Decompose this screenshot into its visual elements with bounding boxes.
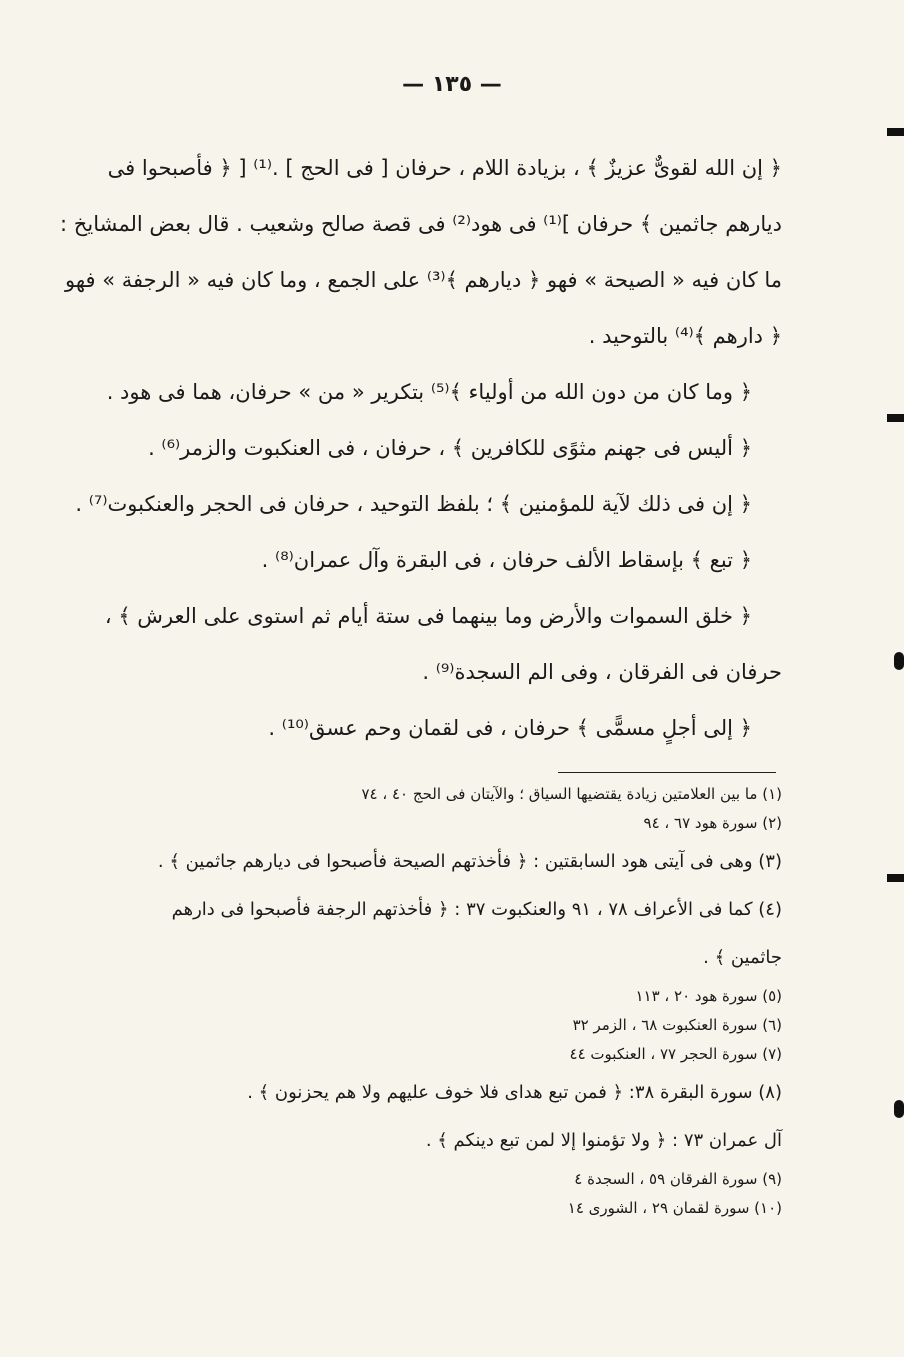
footnote: (٨) سورة البقرة ٣٨: ﴿ فمن تبع هداى فلا خوف عليهم ولا هم يحزنون ﴾ .	[247, 1082, 782, 1103]
scan-edge-mark	[894, 652, 904, 670]
footnote: (٦) سورة العنكبوت ٦٨ ، الزمر ٣٢	[572, 1016, 782, 1034]
footnote: (٤) كما فى الأعراف ٧٨ ، ٩١ والعنكبوت ٣٧ : ﴿ فأخذتهم الرجفة فأصبحوا فى دارهم	[171, 899, 782, 920]
body-line: ﴿ خلق السموات والأرض وما بينهما فى ستة أيام ثم استوى على العرش ﴾ ،	[104, 604, 752, 628]
footnote-divider	[558, 772, 776, 773]
page-number: — ١٣٥ —	[402, 72, 502, 97]
body-line: ﴿ تبع ﴾ بإسقاط الألف حرفان ، فى البقرة وآل عمران⁽⁸⁾ .	[261, 548, 752, 572]
footnote: (٣) وهى فى آيتى هود السابقتين : ﴿ فأخذتهم الصيحة فأصبحوا فى ديارهم جاثمين ﴾ .	[157, 851, 782, 872]
scan-edge-mark	[887, 414, 904, 422]
scan-edge-mark	[887, 874, 904, 882]
body-line: ﴿ دارهم ﴾⁽⁴⁾ بالتوحيد .	[588, 324, 782, 348]
footnote: (٢) سورة هود ٦٧ ، ٩٤	[643, 814, 782, 832]
footnotes	[28, 780, 782, 1223]
body-line: ﴿ إن الله لقوىٌّ عزيزٌ ﴾ ، بزيادة اللام ، حرفان [ فى الحج ] .⁽¹⁾ [ ﴿ فأصبحوا فى	[107, 156, 782, 180]
body-line: ﴿ وما كان من دون الله من أولياء ﴾⁽⁵⁾ بتكرير « من » حرفان، هما فى هود .	[106, 380, 752, 404]
footnote: (٧) سورة الحجر ٧٧ ، العنكبوت ٤٤	[569, 1045, 782, 1063]
body-line: ما كان فيه « الصيحة » فهو ﴿ ديارهم ﴾⁽³⁾ على الجمع ، وما كان فيه « الرجفة » فهو	[65, 268, 782, 292]
scan-edge-mark	[894, 1100, 904, 1118]
footnote: (٩) سورة الفرقان ٥٩ ، السجدة ٤	[574, 1170, 782, 1188]
footnote-continuation: جاثمين ﴾ .	[703, 947, 782, 968]
body-line: ديارهم جاثمين ﴾ حرفان ]⁽¹⁾ فى هود⁽²⁾ فى قصة صالح وشعيب . قال بعض المشايخ :	[60, 212, 782, 236]
footnote: (١٠) سورة لقمان ٢٩ ، الشورى ١٤	[567, 1199, 782, 1217]
body-line: ﴿ أليس فى جهنم مثوًى للكافرين ﴾ ، حرفان ، فى العنكبوت والزمر⁽⁶⁾ .	[148, 436, 752, 460]
footnote-continuation: آل عمران ٧٣ : ﴿ ولا تؤمنوا إلا لمن تبع دينكم ﴾ .	[425, 1130, 782, 1151]
scan-edge-mark	[887, 128, 904, 136]
body-line: ﴿ إن فى ذلك لآية للمؤمنين ﴾ ؛ بلفظ التوحيد ، حرفان فى الحجر والعنكبوت⁽⁷⁾ .	[75, 492, 752, 516]
body-line: حرفان فى الفرقان ، وفى الم السجدة⁽⁹⁾ .	[422, 660, 782, 684]
footnote: (٥) سورة هود ٢٠ ، ١١٣	[635, 987, 782, 1005]
body-line: ﴿ إلى أجلٍ مسمًّى ﴾ حرفان ، فى لقمان وحم عسق⁽¹⁰⁾ .	[268, 716, 752, 740]
main-text	[28, 140, 782, 756]
footnote: (١) ما بين العلامتين زيادة يقتضيها السياق ؛ والآيتان فى الحج ٤٠ ، ٧٤	[361, 785, 782, 803]
